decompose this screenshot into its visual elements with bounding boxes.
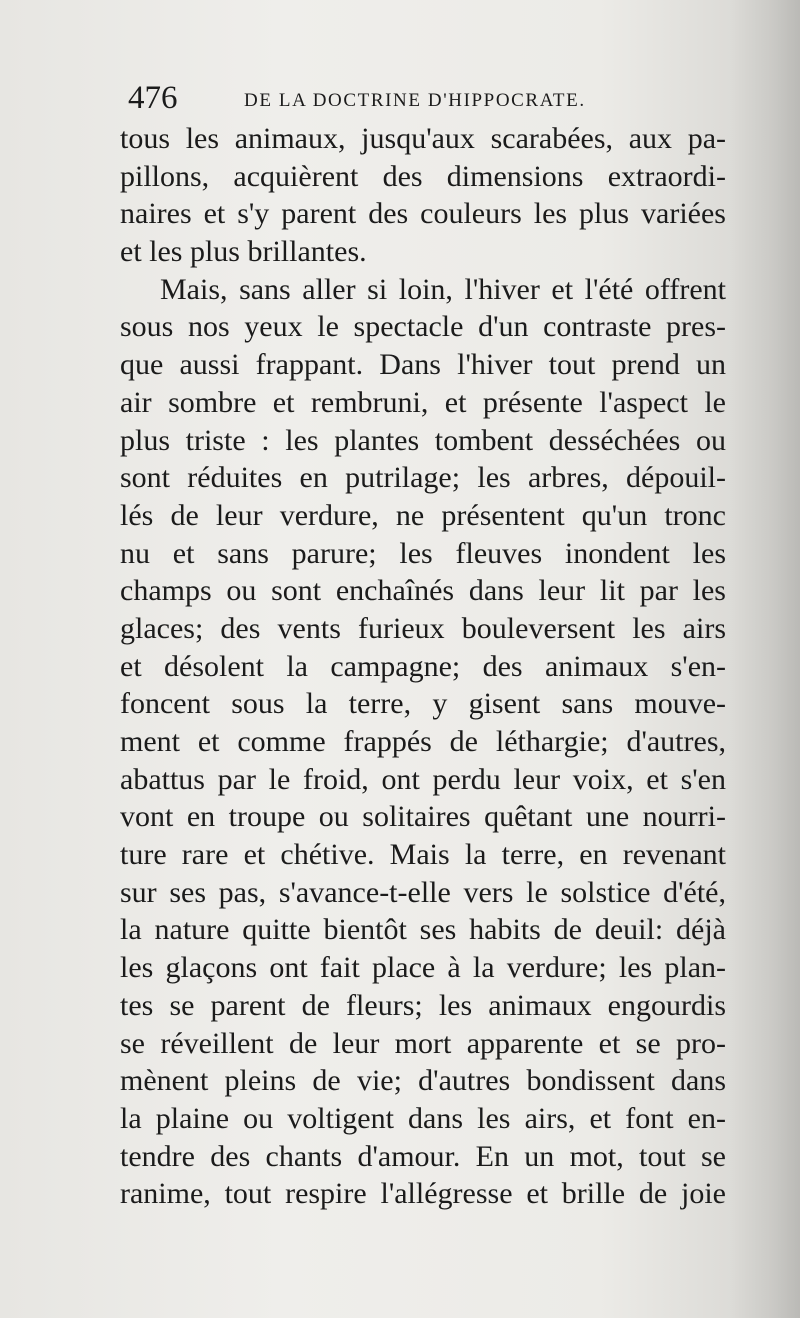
page-edge-shadow bbox=[730, 0, 800, 1318]
text-line: tous les animaux, jusqu'aux scarabées, aux pa- bbox=[120, 122, 726, 155]
text-line: foncent sous la terre, y gisent sans mouve- bbox=[120, 687, 726, 721]
text-line: lés de leur verdure, ne présentent qu'un tronc bbox=[120, 498, 726, 532]
text-line: la nature quitte bientôt ses habits de deuil: déjà bbox=[120, 913, 726, 947]
text-line: mènent pleins de vie; d'autres bondissent dans bbox=[120, 1064, 726, 1098]
text-line: air sombre et rembruni, et présente l'aspect le bbox=[120, 385, 726, 419]
text-line: se réveillent de leur mort apparente et se pro- bbox=[120, 1026, 726, 1060]
text-line: sont réduites en putrilage; les arbres, dépouil- bbox=[120, 461, 726, 495]
text-line: la plaine ou voltigent dans les airs, et font en- bbox=[120, 1101, 726, 1135]
text-line: champs ou sont enchaînés dans leur lit par les bbox=[120, 574, 726, 608]
text-line: ment et comme frappés de léthargie; d'autres, bbox=[120, 725, 726, 758]
text-line: sur ses pas, s'avance-t-elle vers le solstice d'été, bbox=[120, 875, 726, 909]
running-head: DE LA DOCTRINE D'HIPPOCRATE. bbox=[244, 90, 586, 111]
text-line: ranime, tout respire l'allégresse et brille de joie bbox=[120, 1177, 726, 1211]
text-line: nu et sans parure; les fleuves inondent les bbox=[120, 536, 726, 570]
text-line: abattus par le froid, ont perdu leur voix, et s'en bbox=[120, 762, 726, 796]
text-line: sous nos yeux le spectacle d'un contraste pres- bbox=[120, 310, 726, 344]
text-line: pillons, acquièrent des dimensions extraordi- bbox=[120, 159, 726, 193]
text-line: ture rare et chétive. Mais la terre, en revenant bbox=[120, 838, 726, 872]
page-header bbox=[128, 78, 728, 118]
text-line: plus triste : les plantes tombent desséchées ou bbox=[120, 423, 726, 457]
text-line: les glaçons ont fait place à la verdure; les plan- bbox=[120, 951, 726, 985]
text-line: tes se parent de fleurs; les animaux engourdis bbox=[120, 988, 726, 1022]
text-line: et désolent la campagne; des animaux s'en- bbox=[120, 649, 726, 683]
text-line: que aussi frappant. Dans l'hiver tout prend un bbox=[120, 348, 726, 382]
text-line: tendre des chants d'amour. En un mot, tout se bbox=[120, 1139, 726, 1173]
text-line: glaces; des vents furieux bouleversent les airs bbox=[120, 611, 726, 645]
text-line: et les plus brillantes. bbox=[120, 235, 367, 269]
paragraph-first-line: Mais, sans aller si loin, l'hiver et l'été offrent bbox=[160, 272, 726, 306]
body-text bbox=[120, 120, 726, 1213]
text-line: vont en troupe ou solitaires quêtant une nourri- bbox=[120, 800, 726, 834]
text-line: naires et s'y parent des couleurs les plus variées bbox=[120, 197, 726, 231]
page-number: 476 bbox=[128, 80, 178, 116]
